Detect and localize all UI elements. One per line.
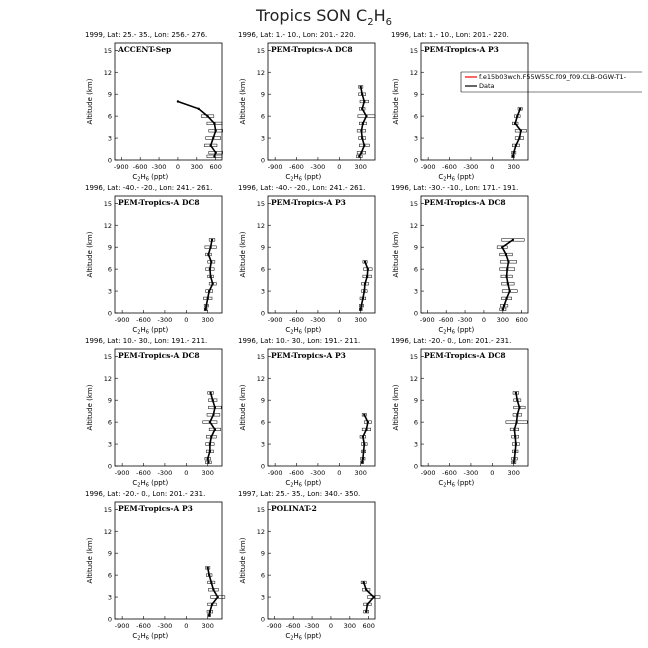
data-point xyxy=(208,614,210,616)
y-tick-label: 3 xyxy=(413,287,418,296)
data-point xyxy=(512,239,514,241)
campaign-label: PEM-Tropics-A DC8 xyxy=(118,198,200,207)
y-tick-label: 0 xyxy=(413,156,418,165)
x-tick-label: -900 xyxy=(114,316,130,324)
data-point xyxy=(512,155,514,157)
y-tick-label: 6 xyxy=(413,265,418,274)
x-axis-label: $C_2H_6$ (ppt) xyxy=(285,479,322,489)
data-point xyxy=(212,589,214,591)
data-point xyxy=(513,461,515,463)
y-tick-label: 9 xyxy=(260,90,265,99)
campaign-label: PEM-Tropics-A DC8 xyxy=(271,45,353,54)
y-tick-label: 6 xyxy=(260,571,265,580)
y-tick-label: 0 xyxy=(107,309,112,318)
data-point xyxy=(514,450,516,452)
panel-header: 1996, Lat: -40.- -20., Lon: 241.- 261. xyxy=(85,184,213,192)
data-point xyxy=(501,246,503,248)
profile-panel-11 xyxy=(238,490,380,642)
campaign-label: PEM-Tropics-A P3 xyxy=(271,198,346,207)
y-tick-label: 3 xyxy=(260,287,265,296)
x-tick-label: -300 xyxy=(157,316,173,324)
legend xyxy=(461,72,642,92)
legend-model-label: f.e15b03wch.F55W55C.f09_f09.CLB-OGW-T1- xyxy=(479,73,627,81)
data-point xyxy=(207,461,209,463)
y-tick-label: 0 xyxy=(413,462,418,471)
data-point xyxy=(362,122,364,124)
data-point xyxy=(364,283,366,285)
data-point xyxy=(360,151,362,153)
y-tick-label: 12 xyxy=(103,68,112,77)
x-tick-label: 0 xyxy=(490,469,495,477)
y-tick-label: 3 xyxy=(260,440,265,449)
x-tick-label: -900 xyxy=(114,622,130,630)
data-point xyxy=(211,239,213,241)
data-point xyxy=(361,93,363,95)
data-point xyxy=(213,155,215,157)
x-tick-label: 300 xyxy=(201,622,214,630)
data-point xyxy=(367,421,369,423)
x-tick-label: 600 xyxy=(209,163,222,171)
x-tick-label: -900 xyxy=(114,469,130,477)
x-tick-label: 0 xyxy=(490,163,495,171)
x-axis-label: $C_2H_6$ (ppt) xyxy=(285,632,322,642)
y-tick-label: 12 xyxy=(256,68,265,77)
x-tick-label: -600 xyxy=(442,469,457,477)
data-point xyxy=(502,308,504,310)
y-axis-label: Altitude (km) xyxy=(239,231,247,278)
data-point xyxy=(362,450,364,452)
x-tick-label: 300 xyxy=(496,316,510,324)
y-tick-label: 3 xyxy=(107,593,112,602)
y-tick-label: 3 xyxy=(413,134,418,143)
y-axis-label: Altitude (km) xyxy=(86,384,94,431)
profile-panel-7 xyxy=(85,337,222,489)
y-axis-label: Altitude (km) xyxy=(392,384,400,431)
x-axis-label: $C_2H_6$ (ppt) xyxy=(285,326,322,336)
x-tick-label: -600 xyxy=(438,316,454,324)
data-point xyxy=(509,290,511,292)
data-point xyxy=(177,100,179,102)
x-axis-label: $C_2H_6$ (ppt) xyxy=(438,326,475,336)
data-point xyxy=(212,414,214,416)
y-tick-label: 0 xyxy=(260,615,265,624)
profile-panel-3 xyxy=(391,31,642,183)
y-axis-label: Altitude (km) xyxy=(392,78,400,125)
y-tick-label: 15 xyxy=(409,46,418,55)
x-tick-label: 300 xyxy=(354,163,367,171)
data-point xyxy=(209,275,211,277)
y-tick-label: 3 xyxy=(107,440,112,449)
data-point xyxy=(209,450,211,452)
data-point xyxy=(516,399,518,401)
y-tick-label: 9 xyxy=(413,243,418,252)
y-tick-label: 15 xyxy=(256,199,265,208)
profile-panel-5 xyxy=(238,184,375,336)
x-axis-label: $C_2H_6$ (ppt) xyxy=(438,479,475,489)
y-tick-label: 9 xyxy=(107,243,112,252)
data-point xyxy=(198,108,200,110)
panel-frame xyxy=(268,502,375,619)
data-point xyxy=(506,268,508,270)
y-tick-label: 0 xyxy=(107,462,112,471)
data-point xyxy=(516,115,518,117)
x-tick-label: -600 xyxy=(442,163,457,171)
x-axis-label: $C_2H_6$ (ppt) xyxy=(132,326,169,336)
data-point xyxy=(514,436,516,438)
y-tick-label: 12 xyxy=(256,527,265,536)
y-tick-label: 3 xyxy=(107,134,112,143)
x-tick-label: 0 xyxy=(184,469,189,477)
x-tick-label: -300 xyxy=(151,163,167,171)
y-tick-label: 9 xyxy=(107,90,112,99)
data-point xyxy=(217,596,219,598)
y-tick-label: 0 xyxy=(260,309,265,318)
panel-frame xyxy=(115,502,222,619)
panel-frame xyxy=(268,349,375,466)
x-tick-label: -300 xyxy=(457,316,473,324)
x-tick-label: -300 xyxy=(304,622,320,630)
x-tick-label: -600 xyxy=(289,316,304,324)
y-tick-label: 9 xyxy=(107,396,112,405)
data-point xyxy=(209,421,211,423)
data-point xyxy=(210,261,212,263)
x-tick-label: -600 xyxy=(136,622,151,630)
x-tick-label: -600 xyxy=(132,163,148,171)
x-axis-label: $C_2H_6$ (ppt) xyxy=(132,479,169,489)
data-point xyxy=(360,308,362,310)
x-tick-label: 300 xyxy=(354,316,367,324)
x-tick-label: -300 xyxy=(157,469,173,477)
panel-header: 1996, Lat: 10.- 30., Lon: 191.- 211. xyxy=(238,337,361,345)
x-tick-label: 0 xyxy=(184,316,189,324)
x-tick-label: 300 xyxy=(201,469,214,477)
data-point xyxy=(515,443,517,445)
data-point xyxy=(207,567,209,569)
data-point xyxy=(361,461,363,463)
x-tick-label: 0 xyxy=(337,316,342,324)
y-tick-label: 15 xyxy=(256,352,265,361)
x-tick-label: 0 xyxy=(481,316,487,324)
campaign-label: PEM-Tropics-A P3 xyxy=(271,351,346,360)
y-axis-label: Altitude (km) xyxy=(239,384,247,431)
y-tick-label: 0 xyxy=(413,309,418,318)
x-tick-label: -300 xyxy=(463,163,479,171)
data-point xyxy=(209,443,211,445)
data-point xyxy=(363,100,365,102)
data-point xyxy=(210,436,212,438)
panel-header: 1996, Lat: -20.- 0., Lon: 201.- 231. xyxy=(85,490,206,498)
data-point xyxy=(513,457,515,459)
y-tick-label: 6 xyxy=(260,265,265,274)
data-point xyxy=(515,392,517,394)
campaign-label: PEM-Tropics-A DC8 xyxy=(118,351,200,360)
y-tick-label: 0 xyxy=(107,615,112,624)
x-tick-label: -900 xyxy=(266,622,282,630)
y-axis-label: Altitude (km) xyxy=(239,78,247,125)
profile-panel-4 xyxy=(85,184,222,336)
x-tick-label: -300 xyxy=(310,469,326,477)
x-tick-label: 0 xyxy=(337,469,342,477)
x-tick-label: 0 xyxy=(175,163,181,171)
data-point xyxy=(213,122,215,124)
data-point xyxy=(366,275,368,277)
data-point xyxy=(363,443,365,445)
panel-header: 1996, Lat: -30.- -10., Lon: 171.- 191. xyxy=(391,184,519,192)
y-tick-label: 15 xyxy=(409,199,418,208)
data-line xyxy=(208,393,215,462)
campaign-label: PEM-Tropics-A DC8 xyxy=(424,351,506,360)
x-tick-label: 300 xyxy=(507,469,520,477)
y-axis-label: Altitude (km) xyxy=(86,78,94,125)
data-point xyxy=(207,457,209,459)
x-axis-label: $C_2H_6$ (ppt) xyxy=(285,173,322,183)
data-point xyxy=(362,581,364,583)
y-tick-label: 15 xyxy=(103,352,112,361)
data-point xyxy=(204,308,206,310)
y-tick-label: 9 xyxy=(413,396,418,405)
y-tick-label: 6 xyxy=(413,112,418,121)
data-point xyxy=(205,304,207,306)
data-point xyxy=(505,297,507,299)
x-tick-label: 0 xyxy=(337,163,342,171)
panel-header: 1996, Lat: 10.- 30., Lon: 191.- 211. xyxy=(85,337,208,345)
x-tick-label: 600 xyxy=(515,316,528,324)
y-tick-label: 15 xyxy=(409,352,418,361)
profile-panel-6 xyxy=(391,184,528,336)
y-tick-label: 6 xyxy=(107,571,112,580)
data-point xyxy=(209,392,211,394)
x-tick-label: 600 xyxy=(362,622,375,630)
data-point xyxy=(209,246,211,248)
x-tick-label: 300 xyxy=(507,163,520,171)
y-tick-label: 6 xyxy=(260,112,265,121)
y-tick-label: 9 xyxy=(413,90,418,99)
y-tick-label: 12 xyxy=(256,374,265,383)
x-tick-label: -600 xyxy=(136,469,151,477)
panel-frame xyxy=(421,349,528,466)
data-point xyxy=(365,115,367,117)
data-point xyxy=(214,428,216,430)
x-tick-label: -600 xyxy=(289,469,304,477)
campaign-label: PEM-Tropics-A P3 xyxy=(118,504,193,513)
x-tick-label: 300 xyxy=(201,316,214,324)
y-tick-label: 3 xyxy=(260,134,265,143)
data-point xyxy=(364,261,366,263)
panel-header: 1999, Lat: 25.- 35., Lon: 256.- 276. xyxy=(85,31,208,39)
y-tick-label: 6 xyxy=(107,418,112,427)
data-point xyxy=(365,589,367,591)
y-tick-label: 12 xyxy=(409,68,418,77)
panel-header: 1997, Lat: 25.- 35., Lon: 340.- 350. xyxy=(238,490,361,498)
panel-frame xyxy=(268,196,375,313)
x-tick-label: -900 xyxy=(267,316,283,324)
data-point xyxy=(365,610,367,612)
y-tick-label: 6 xyxy=(413,418,418,427)
y-tick-label: 9 xyxy=(260,396,265,405)
y-tick-label: 9 xyxy=(260,549,265,558)
data-point xyxy=(360,130,362,132)
x-tick-label: -900 xyxy=(267,469,283,477)
data-point xyxy=(515,421,517,423)
data-point xyxy=(518,137,520,139)
panel-frame xyxy=(421,196,528,313)
y-tick-label: 12 xyxy=(103,527,112,536)
x-axis-label: $C_2H_6$ (ppt) xyxy=(132,173,169,183)
x-tick-label: -600 xyxy=(285,622,301,630)
data-point xyxy=(505,275,507,277)
campaign-label: ACCENT-Sep xyxy=(118,45,172,54)
profile-panel-10 xyxy=(85,490,225,642)
x-tick-label: 0 xyxy=(184,622,189,630)
y-tick-label: 12 xyxy=(256,221,265,230)
data-point xyxy=(367,268,369,270)
y-tick-label: 15 xyxy=(256,505,265,514)
data-point xyxy=(519,108,521,110)
y-tick-label: 3 xyxy=(413,440,418,449)
x-tick-label: 300 xyxy=(190,163,204,171)
data-point xyxy=(210,581,212,583)
y-tick-label: 12 xyxy=(103,221,112,230)
data-point xyxy=(362,436,364,438)
y-tick-label: 12 xyxy=(409,221,418,230)
data-point xyxy=(516,414,518,416)
x-tick-label: -900 xyxy=(420,469,436,477)
data-point xyxy=(361,137,363,139)
x-tick-label: -300 xyxy=(157,622,173,630)
x-tick-label: -900 xyxy=(267,163,283,171)
data-point xyxy=(362,297,364,299)
data-point xyxy=(507,283,509,285)
y-tick-label: 6 xyxy=(107,112,112,121)
x-tick-label: -900 xyxy=(420,163,436,171)
data-line xyxy=(178,102,216,157)
y-tick-label: 12 xyxy=(103,374,112,383)
panel-header: 1996, Lat: -20.- 0., Lon: 201.- 231. xyxy=(391,337,512,345)
y-axis-label: Altitude (km) xyxy=(86,537,94,584)
data-point xyxy=(214,406,216,408)
campaign-label: PEM-Tropics-A P3 xyxy=(424,45,499,54)
panel-header: 1996, Lat: -40.- -20., Lon: 241.- 261. xyxy=(238,184,366,192)
data-point xyxy=(207,297,209,299)
data-point xyxy=(520,130,522,132)
x-tick-label: -900 xyxy=(113,163,129,171)
profile-panel-9 xyxy=(391,337,528,489)
profile-panel-2 xyxy=(238,31,375,183)
data-point xyxy=(360,86,362,88)
data-point xyxy=(505,253,507,255)
data-point xyxy=(207,253,209,255)
data-point xyxy=(361,108,363,110)
data-point xyxy=(209,268,211,270)
panel-frame xyxy=(115,196,222,313)
y-tick-label: 15 xyxy=(103,46,112,55)
y-axis-label: Altitude (km) xyxy=(239,537,247,584)
y-tick-label: 0 xyxy=(107,156,112,165)
data-point xyxy=(209,144,211,146)
data-point xyxy=(363,290,365,292)
data-point xyxy=(503,304,505,306)
x-tick-label: -600 xyxy=(136,316,151,324)
data-point xyxy=(513,428,515,430)
panel-frame xyxy=(115,349,222,466)
y-tick-label: 12 xyxy=(409,374,418,383)
campaign-label: POLINAT-2 xyxy=(271,504,317,513)
data-point xyxy=(513,151,515,153)
data-point xyxy=(514,122,516,124)
data-point xyxy=(363,144,365,146)
profile-panel-8 xyxy=(238,337,375,489)
x-tick-label: 300 xyxy=(343,622,357,630)
data-point xyxy=(212,399,214,401)
data-point xyxy=(215,151,217,153)
data-point xyxy=(209,610,211,612)
panel-header: 1996, Lat: 1.- 10., Lon: 201.- 220. xyxy=(391,31,509,39)
y-tick-label: 6 xyxy=(260,418,265,427)
y-tick-label: 0 xyxy=(260,462,265,471)
profile-panel-1 xyxy=(85,31,223,183)
x-tick-label: -300 xyxy=(310,316,326,324)
x-axis-label: $C_2H_6$ (ppt) xyxy=(132,632,169,642)
y-tick-label: 0 xyxy=(260,156,265,165)
data-point xyxy=(212,283,214,285)
panel-frame xyxy=(268,43,375,160)
campaign-label: PEM-Tropics-A DC8 xyxy=(424,198,506,207)
data-point xyxy=(362,457,364,459)
x-tick-label: 300 xyxy=(354,469,367,477)
y-tick-label: 15 xyxy=(103,505,112,514)
y-tick-label: 15 xyxy=(103,199,112,208)
data-point xyxy=(515,144,517,146)
data-point xyxy=(358,155,360,157)
x-tick-label: -300 xyxy=(310,163,326,171)
panel-frame xyxy=(115,43,222,160)
y-tick-label: 3 xyxy=(107,287,112,296)
y-tick-label: 9 xyxy=(260,243,265,252)
data-point xyxy=(365,428,367,430)
data-point xyxy=(507,261,509,263)
x-tick-label: 0 xyxy=(328,622,334,630)
x-tick-label: -900 xyxy=(419,316,435,324)
data-point xyxy=(363,414,365,416)
y-tick-label: 3 xyxy=(260,593,265,602)
y-tick-label: 6 xyxy=(107,265,112,274)
data-point xyxy=(211,603,213,605)
data-line xyxy=(364,582,374,611)
data-point xyxy=(208,574,210,576)
x-tick-label: -600 xyxy=(289,163,304,171)
data-point xyxy=(373,596,375,598)
x-axis-label: $C_2H_6$ (ppt) xyxy=(438,173,475,183)
y-tick-label: 9 xyxy=(107,549,112,558)
figure-title: Tropics SON $C_2H_6$ xyxy=(255,6,392,29)
legend-data-label: Data xyxy=(479,82,495,90)
data-point xyxy=(360,304,362,306)
data-point xyxy=(208,290,210,292)
data-point xyxy=(212,137,214,139)
y-axis-label: Altitude (km) xyxy=(86,231,94,278)
x-tick-label: -300 xyxy=(463,469,479,477)
data-point xyxy=(206,115,208,117)
data-point xyxy=(215,130,217,132)
panel-frame xyxy=(421,43,528,160)
data-point xyxy=(518,406,520,408)
y-axis-label: Altitude (km) xyxy=(392,231,400,278)
panel-header: 1996, Lat: 1.- 10., Lon: 201.- 220. xyxy=(238,31,356,39)
data-point xyxy=(366,603,368,605)
y-tick-label: 15 xyxy=(256,46,265,55)
